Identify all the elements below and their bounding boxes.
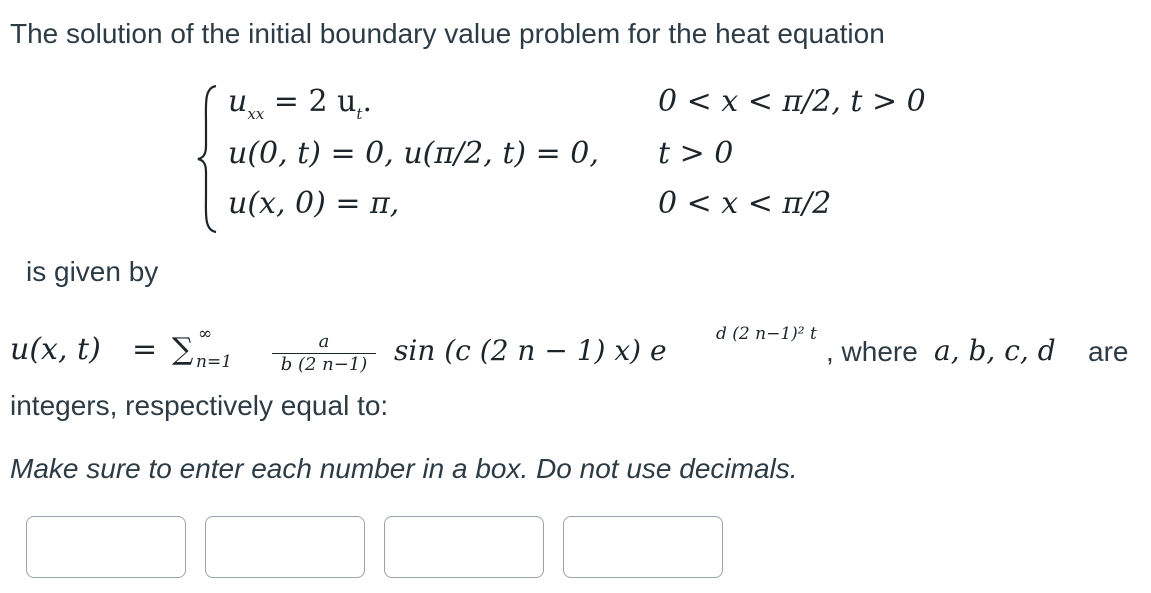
- instruction-text: Make sure to enter each number in a box. Do not use decimals.: [10, 453, 798, 484]
- initial-domain: 0 < x < π/2: [658, 186, 832, 221]
- pde-period: .: [362, 84, 372, 119]
- system-brace: [196, 84, 218, 234]
- sum-upper-limit: ∞: [198, 324, 213, 344]
- solution-lhs: u(x, t): [10, 332, 101, 367]
- exponent: d (2 n−1)² t: [716, 324, 817, 344]
- initial-condition: u(x, 0) = π,: [228, 186, 400, 221]
- answer-input-d[interactable]: [563, 516, 723, 578]
- problem-intro: The solution of the initial boundary value problem for the heat equation: [10, 18, 885, 49]
- boundary-conditions: u(0, t) = 0, u(π/2, t) = 0,: [228, 136, 599, 171]
- sum-lower-limit: n=1: [196, 352, 233, 372]
- pde-var-u: u: [228, 84, 248, 119]
- pde-rhs: = 2 u: [273, 84, 357, 119]
- constant-letters: a, b, c, d: [934, 334, 1056, 367]
- sine-term: sin (c (2 n − 1) x) e: [394, 334, 667, 367]
- where-text: , where: [826, 336, 918, 367]
- answer-input-b[interactable]: [205, 516, 365, 578]
- integers-text: integers, respectively equal to:: [10, 390, 389, 421]
- pde-sub-t: t: [356, 105, 363, 123]
- given-by-text: is given by: [26, 256, 159, 287]
- pde-domain: 0 < x < π/2, t > 0: [658, 84, 926, 119]
- equals-sign: =: [132, 332, 158, 367]
- fraction: [272, 332, 376, 375]
- sigma-symbol: ∑: [172, 332, 194, 367]
- are-text: are: [1088, 336, 1129, 367]
- solution-formula: [10, 326, 1150, 382]
- fraction-denominator: b (2 n−1): [280, 354, 368, 375]
- pde-sub-xx: xx: [247, 105, 265, 123]
- fraction-numerator: a: [318, 331, 330, 352]
- answer-input-c[interactable]: [384, 516, 544, 578]
- answer-input-a[interactable]: [26, 516, 186, 578]
- boundary-domain: t > 0: [658, 136, 734, 171]
